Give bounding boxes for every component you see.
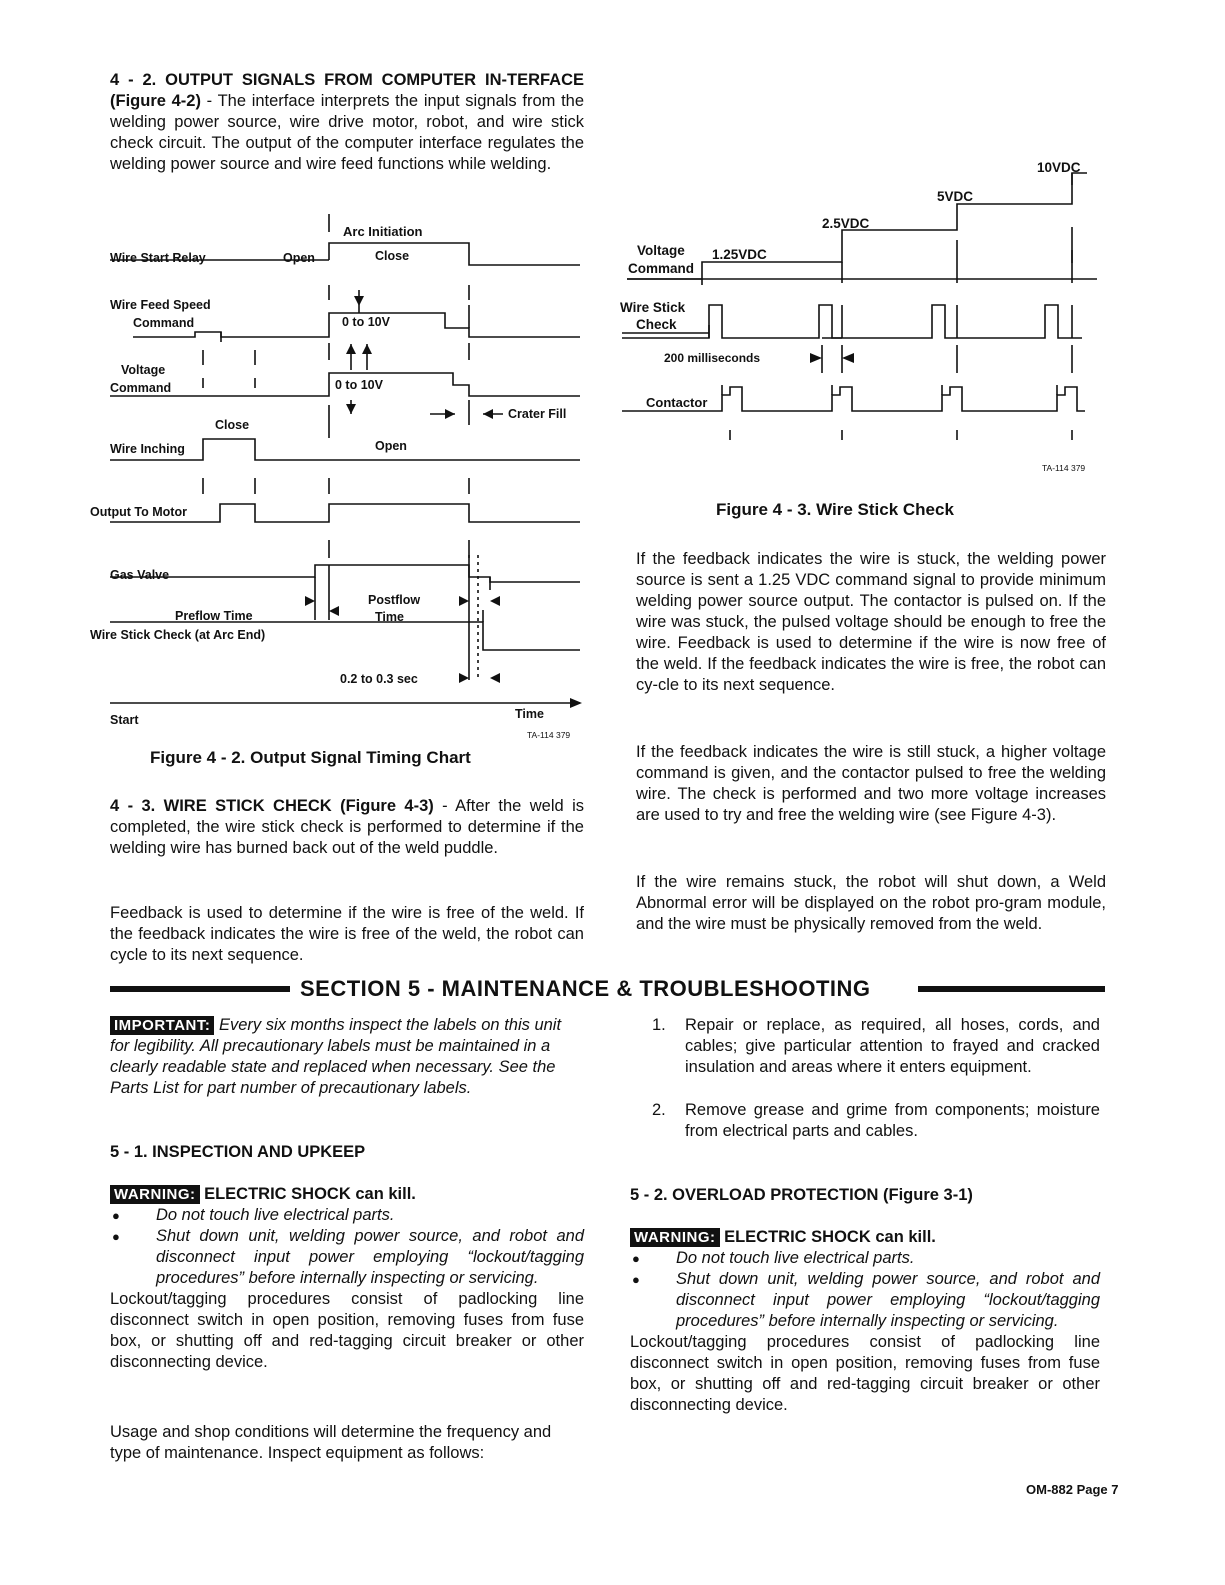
warning-heading-2: ELECTRIC SHOCK can kill. xyxy=(719,1228,936,1246)
figure-4-2-caption: Figure 4 - 2. Output Signal Timing Chart xyxy=(150,748,471,767)
section-4-3-heading: 4 - 3. WIRE STICK CHECK (Figure 4-3) xyxy=(110,797,434,815)
fig42-command-label: Command xyxy=(133,316,195,330)
fig43-1-25vdc: 1.25VDC xyxy=(712,247,767,262)
important-note xyxy=(110,1015,584,1099)
fig43-voltage-label: Voltage xyxy=(637,243,685,258)
fig42-time-axis-label: Time xyxy=(515,707,544,721)
fig43-5vdc: 5VDC xyxy=(937,189,974,204)
fig42-voltage-label: Voltage xyxy=(121,363,166,377)
inspection-item-1-number: 1. xyxy=(652,1016,666,1034)
warning-badge-1: WARNING: xyxy=(110,1185,200,1204)
fig42-wire-feed-speed-label: Wire Feed Speed xyxy=(110,298,211,312)
section-4-2-heading: 4 - 2. OUTPUT SIGNALS FROM COMPUTER IN-TERFACE (Figure 4-2) xyxy=(110,71,584,110)
figure-4-3-caption: Figure 4 - 3. Wire Stick Check xyxy=(716,500,954,519)
fig42-0-10v-b: 0 to 10V xyxy=(335,378,383,392)
fig43-contactor-label: Contactor xyxy=(646,395,708,410)
fig42-sec-range: 0.2 to 0.3 sec xyxy=(340,672,418,686)
right-paragraph-2: If the feedback indicates the wire is still stuck, a higher voltage command is given, and the contactor pulsed to free the welding wire. The check is performed and two more voltage increases are used to try and free the welding wire (see Figure 4-3). xyxy=(636,743,1106,824)
inspection-item-2-number: 2. xyxy=(652,1101,666,1119)
warning-2-bullet-2: ● Shut down unit, welding power source, and robot and disconnect input power employing “lockout/tagging procedures” before internally inspecting or servicing. xyxy=(630,1269,1100,1332)
figure-4-3-wire-stick-check xyxy=(612,155,1110,485)
inspection-item-2-text: Remove grease and grime from components; moisture from electrical parts and cables. xyxy=(685,1101,1100,1140)
warning-1-bullet-1: ● Do not touch live electrical parts. xyxy=(110,1205,584,1226)
fig43-ta-number: TA-114 379 xyxy=(1042,463,1086,473)
fig42-open-label: Open xyxy=(283,251,315,265)
warning-heading-1: ELECTRIC SHOCK can kill. xyxy=(199,1185,416,1203)
fig43-10vdc: 10VDC xyxy=(1037,160,1081,175)
section-5-title: SECTION 5 - MAINTENANCE & TROUBLESHOOTING xyxy=(300,976,871,1001)
important-badge: IMPORTANT: xyxy=(110,1016,214,1035)
fig42-wire-start-relay-label: Wire Start Relay xyxy=(110,251,206,265)
fig42-time-label: Time xyxy=(375,610,404,624)
fig42-command2-label: Command xyxy=(110,381,172,395)
inspection-list xyxy=(630,1015,1100,1164)
fig42-postflow-label: Postflow xyxy=(368,593,421,607)
warning-2-bullet-1: ● Do not touch live electrical parts. xyxy=(630,1248,1100,1269)
figure-4-2-timing-chart xyxy=(85,210,595,745)
warning-block-1 xyxy=(110,1184,584,1373)
section-5-2-heading: 5 - 2. OVERLOAD PROTECTION (Figure 3-1) xyxy=(630,1186,973,1204)
important-text: Every six months inspect the labels on this unit for legibility. All precautionary labels must be maintained in a clearly readable state and replaced when necessary. See the Parts List for part number of precautionary labels. xyxy=(110,1016,562,1097)
fig42-gas-valve-label: Gas Valve xyxy=(110,568,170,582)
fig42-0-10v-a: 0 to 10V xyxy=(342,315,390,329)
warning-block-2 xyxy=(630,1227,1100,1416)
fig42-arc-initiation: Arc Initiation xyxy=(343,224,423,239)
usage-paragraph: Usage and shop conditions will determine the frequency and type of maintenance. Inspect equipment as follows: xyxy=(110,1423,552,1462)
section-4-2-paragraph xyxy=(110,70,584,175)
right-paragraph-3: If the wire remains stuck, the robot will shut down, a Weld Abnormal error will be displayed on the robot pro-gram module, and the wire must be physically removed from the weld. xyxy=(636,873,1106,933)
fig42-wire-inching-label: Wire Inching xyxy=(110,442,185,456)
inspection-item-1 xyxy=(630,1015,1100,1078)
section-5-rule-right xyxy=(918,986,1105,992)
page-footer: OM-882 Page 7 xyxy=(1026,1482,1119,1497)
fig43-wire-stick-label: Wire Stick xyxy=(620,300,686,315)
section-4-3-paragraph xyxy=(110,796,584,859)
fig42-start-label: Start xyxy=(110,713,139,727)
inspection-item-2 xyxy=(630,1100,1100,1142)
fig42-ta-number: TA-114 379 xyxy=(527,730,571,740)
section-4-2-body: - The interface interprets the input signals from the welding power source, wire drive motor, robot, and wire stick check circuit. The output of the computer interface regulates the welding power source and wire feed functions while welding. xyxy=(110,92,585,173)
fig43-2-5vdc: 2.5VDC xyxy=(822,216,870,231)
lockout-paragraph-1: Lockout/tagging procedures consist of padlocking line disconnect switch in open position, removing fuses from fuse box, or shutting off and red-tagging circuit breaker or other disconnecting device. xyxy=(110,1290,584,1371)
section-5-rule-left xyxy=(110,986,290,992)
warning-1-bullet-2: ● Shut down unit, welding power source, and robot and disconnect input power employing “lockout/tagging procedures” before internally inspecting or servicing. xyxy=(110,1226,584,1289)
fig42-crater-fill: Crater Fill xyxy=(508,407,567,421)
section-4-3-paragraph-2: Feedback is used to determine if the wire is free of the weld. If the feedback indicates the wire is free of the weld, the robot can cycle to its next sequence. xyxy=(110,904,584,964)
fig42-wire-stick-check-label: Wire Stick Check (at Arc End) xyxy=(90,628,266,642)
fig42-preflow-time-label: Preflow Time xyxy=(175,609,253,623)
fig43-command-label: Command xyxy=(628,261,695,276)
fig42-close-label: Close xyxy=(375,249,410,263)
fig43-200ms-label: 200 milliseconds xyxy=(664,351,761,365)
fig42-close2-label: Close xyxy=(215,418,250,432)
fig42-output-to-motor-label: Output To Motor xyxy=(90,505,187,519)
inspection-item-1-text: Repair or replace, as required, all hoses, cords, and cables; give particular attention to frayed and cracked insulation and areas where it enters equipment. xyxy=(685,1016,1100,1076)
right-paragraph-1: If the feedback indicates the wire is stuck, the welding power source is sent a 1.25 VDC command signal to provide minimum welding power source output. The contactor is pulsed on. If the wire was stuck, the pulsed voltage should be enough to free the wire. Feedback is used to determine if the wire is now free of the weld. If the feedback indicates the wire is free, the robot can cy-cle to its next sequence. xyxy=(636,550,1106,694)
section-5-1-heading: 5 - 1. INSPECTION AND UPKEEP xyxy=(110,1143,366,1161)
lockout-paragraph-2: Lockout/tagging procedures consist of padlocking line disconnect switch in open position, removing fuses from fuse box, or shutting off and red-tagging circuit breaker or other disconnecting device. xyxy=(630,1333,1100,1414)
warning-badge-2: WARNING: xyxy=(630,1228,720,1247)
fig43-check-label: Check xyxy=(636,317,677,332)
fig42-open2-label: Open xyxy=(375,439,407,453)
section-4-3-body: - After the weld is completed, the wire stick check is performed to determine if the welding wire has burned back out of the weld puddle. xyxy=(110,797,584,857)
